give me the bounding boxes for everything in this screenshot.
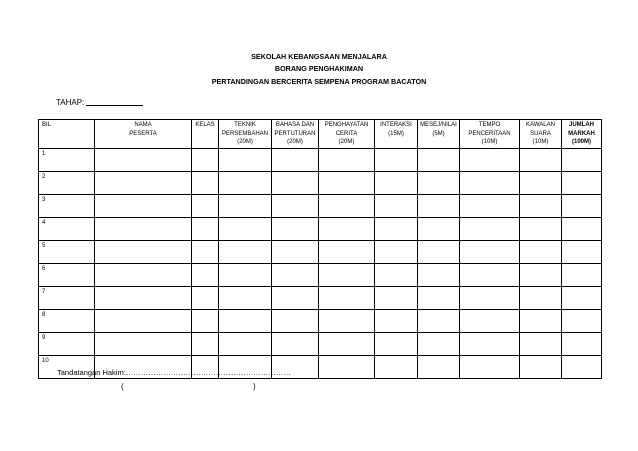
column-header-line: BIL — [42, 122, 52, 128]
score-cell[interactable] — [375, 264, 418, 287]
score-cell[interactable] — [375, 172, 418, 195]
column-header-line: (15M) — [388, 130, 404, 137]
score-cell[interactable] — [460, 172, 520, 195]
column-header-line: CERITA — [335, 130, 358, 137]
column-header-line: TEKNIK — [234, 122, 256, 128]
column-header-line: MARKAH — [568, 130, 595, 137]
score-cell[interactable] — [219, 149, 272, 172]
score-cell[interactable] — [418, 310, 460, 333]
table-row — [39, 241, 602, 264]
row-number: 2 — [39, 172, 95, 195]
table-row — [39, 149, 602, 172]
score-cell[interactable] — [520, 149, 562, 172]
column-header-line: (20M) — [237, 139, 253, 145]
score-cell[interactable] — [272, 218, 319, 241]
score-cell[interactable] — [418, 218, 460, 241]
column-header-line: BAHASA DAN — [275, 122, 315, 128]
score-cell[interactable] — [418, 356, 460, 379]
column-header — [219, 120, 272, 149]
score-cell[interactable] — [418, 241, 460, 264]
score-cell[interactable] — [219, 172, 272, 195]
score-cell[interactable] — [520, 172, 562, 195]
judge-name-paren-close: ) — [253, 382, 256, 391]
judge-name-paren-open: ( — [121, 382, 124, 391]
score-cell[interactable] — [562, 333, 602, 356]
score-cell[interactable] — [375, 241, 418, 264]
row-number: 6 — [39, 264, 95, 287]
score-cell[interactable] — [272, 172, 319, 195]
score-cell[interactable] — [375, 356, 418, 379]
score-cell[interactable] — [460, 218, 520, 241]
judge-signature-line[interactable]: Tandatangan Hakim:………………………………………………………… — [57, 368, 291, 377]
column-header-line: (5M) — [432, 130, 445, 137]
score-cell[interactable] — [95, 333, 192, 356]
column-header-line: SUARA — [530, 130, 551, 137]
score-cell[interactable] — [375, 218, 418, 241]
score-cell[interactable] — [375, 287, 418, 310]
column-header-line: (10M) — [532, 139, 549, 145]
column-header-line: (100M) — [571, 139, 591, 145]
score-cell[interactable] — [418, 333, 460, 356]
score-cell[interactable] — [319, 333, 375, 356]
row-number: 10 — [39, 356, 95, 379]
score-cell[interactable] — [192, 172, 219, 195]
score-cell[interactable] — [319, 356, 375, 379]
table-row — [39, 264, 602, 287]
column-header — [95, 120, 192, 149]
score-cell[interactable] — [272, 149, 319, 172]
table-body — [39, 149, 602, 379]
score-cell[interactable] — [562, 241, 602, 264]
score-cell[interactable] — [562, 287, 602, 310]
score-cell[interactable] — [272, 333, 319, 356]
row-number: 5 — [39, 241, 95, 264]
row-number: 9 — [39, 333, 95, 356]
score-cell[interactable] — [460, 333, 520, 356]
tahap-blank-line[interactable] — [86, 97, 143, 106]
column-header-line: PENCERITAAN — [468, 130, 511, 137]
column-header — [39, 120, 95, 149]
column-header — [192, 120, 219, 149]
score-cell[interactable] — [192, 241, 219, 264]
table-row — [39, 310, 602, 333]
column-header-line: PESERTA — [129, 130, 157, 137]
score-cell[interactable] — [520, 264, 562, 287]
score-cell[interactable] — [319, 241, 375, 264]
column-header-line: (20M) — [338, 139, 355, 145]
score-cell[interactable] — [219, 287, 272, 310]
score-cell[interactable] — [418, 172, 460, 195]
row-number: 7 — [39, 287, 95, 310]
column-header-line: PERTUTURAN — [274, 130, 316, 137]
score-cell[interactable] — [460, 264, 520, 287]
score-cell[interactable] — [375, 195, 418, 218]
score-cell[interactable] — [418, 149, 460, 172]
score-cell[interactable] — [219, 218, 272, 241]
row-number: 1 — [39, 149, 95, 172]
score-cell[interactable] — [562, 310, 602, 333]
score-cell[interactable] — [520, 333, 562, 356]
score-cell[interactable] — [95, 172, 192, 195]
score-cell[interactable] — [95, 218, 192, 241]
score-cell[interactable] — [95, 241, 192, 264]
score-cell[interactable] — [460, 195, 520, 218]
column-header-line: JUMLAH — [569, 122, 594, 128]
column-header-line: TEMPO — [478, 122, 501, 128]
score-cell[interactable] — [95, 264, 192, 287]
column-header — [460, 120, 520, 149]
score-cell[interactable] — [219, 264, 272, 287]
score-cell[interactable] — [95, 149, 192, 172]
score-cell[interactable] — [319, 195, 375, 218]
column-header — [562, 120, 602, 149]
score-cell[interactable] — [192, 218, 219, 241]
score-cell[interactable] — [418, 287, 460, 310]
table-row — [39, 195, 602, 218]
column-header-line: INTERAKSI — [380, 122, 412, 128]
scoring-table — [38, 119, 602, 379]
score-cell[interactable] — [95, 195, 192, 218]
score-cell[interactable] — [272, 287, 319, 310]
score-cell[interactable] — [319, 218, 375, 241]
score-cell[interactable] — [520, 218, 562, 241]
score-cell[interactable] — [272, 195, 319, 218]
tahap-field — [56, 97, 143, 107]
score-cell[interactable] — [192, 287, 219, 310]
score-cell[interactable] — [192, 264, 219, 287]
score-cell[interactable] — [418, 195, 460, 218]
column-header — [520, 120, 562, 149]
row-number: 4 — [39, 218, 95, 241]
score-cell[interactable] — [562, 218, 602, 241]
column-header-line: PENGHAYATAN — [324, 122, 369, 128]
column-header-line: MESEJ/NILAI — [420, 122, 457, 128]
score-cell[interactable] — [192, 149, 219, 172]
score-cell[interactable] — [562, 264, 602, 287]
score-cell[interactable] — [562, 356, 602, 379]
table-row — [39, 333, 602, 356]
table-row — [39, 287, 602, 310]
score-cell[interactable] — [272, 310, 319, 333]
score-cell[interactable] — [272, 241, 319, 264]
score-cell[interactable] — [418, 264, 460, 287]
score-cell[interactable] — [319, 287, 375, 310]
score-cell[interactable] — [460, 287, 520, 310]
column-header-line: NAMA — [134, 122, 152, 128]
score-cell[interactable] — [319, 149, 375, 172]
score-cell[interactable] — [192, 333, 219, 356]
score-cell[interactable] — [319, 310, 375, 333]
score-cell[interactable] — [520, 195, 562, 218]
score-cell[interactable] — [219, 333, 272, 356]
row-number: 8 — [39, 310, 95, 333]
table-row — [39, 172, 602, 195]
score-cell[interactable] — [520, 287, 562, 310]
score-cell[interactable] — [460, 356, 520, 379]
column-header-line: (20M) — [287, 139, 303, 145]
tahap-label: TAHAP: — [56, 98, 85, 107]
table-row — [39, 218, 602, 241]
score-cell[interactable] — [192, 310, 219, 333]
column-header — [319, 120, 375, 149]
score-cell[interactable] — [219, 241, 272, 264]
score-cell[interactable] — [319, 172, 375, 195]
score-cell[interactable] — [95, 310, 192, 333]
school-name: SEKOLAH KEBANGSAAN MENJALARA — [251, 52, 387, 61]
score-cell[interactable] — [219, 195, 272, 218]
score-cell[interactable] — [520, 310, 562, 333]
score-cell[interactable] — [562, 149, 602, 172]
score-cell[interactable] — [520, 241, 562, 264]
score-cell[interactable] — [272, 264, 319, 287]
score-cell[interactable] — [460, 149, 520, 172]
score-cell[interactable] — [562, 195, 602, 218]
score-cell[interactable] — [375, 149, 418, 172]
score-cell[interactable] — [192, 195, 219, 218]
column-header-line: (10M) — [481, 139, 498, 145]
score-cell[interactable] — [562, 172, 602, 195]
row-number: 3 — [39, 195, 95, 218]
score-cell[interactable] — [319, 264, 375, 287]
score-cell[interactable] — [219, 310, 272, 333]
column-header-line: KAWALAN — [526, 122, 555, 128]
form-title: BORANG PENGHAKIMAN — [274, 64, 364, 73]
score-cell[interactable] — [460, 310, 520, 333]
score-cell[interactable] — [520, 356, 562, 379]
score-cell[interactable] — [375, 310, 418, 333]
competition-title: PERTANDINGAN BERCERITA SEMPENA PROGRAM BACATON — [211, 77, 427, 86]
score-cell[interactable] — [95, 287, 192, 310]
column-header-line: KELAS — [195, 122, 215, 128]
column-header — [375, 120, 418, 149]
header-row — [39, 120, 602, 149]
score-cell[interactable] — [460, 241, 520, 264]
score-cell[interactable] — [375, 333, 418, 356]
column-header-line: PERSEMBAHAN — [221, 130, 268, 137]
column-header — [418, 120, 460, 149]
column-header — [272, 120, 319, 149]
